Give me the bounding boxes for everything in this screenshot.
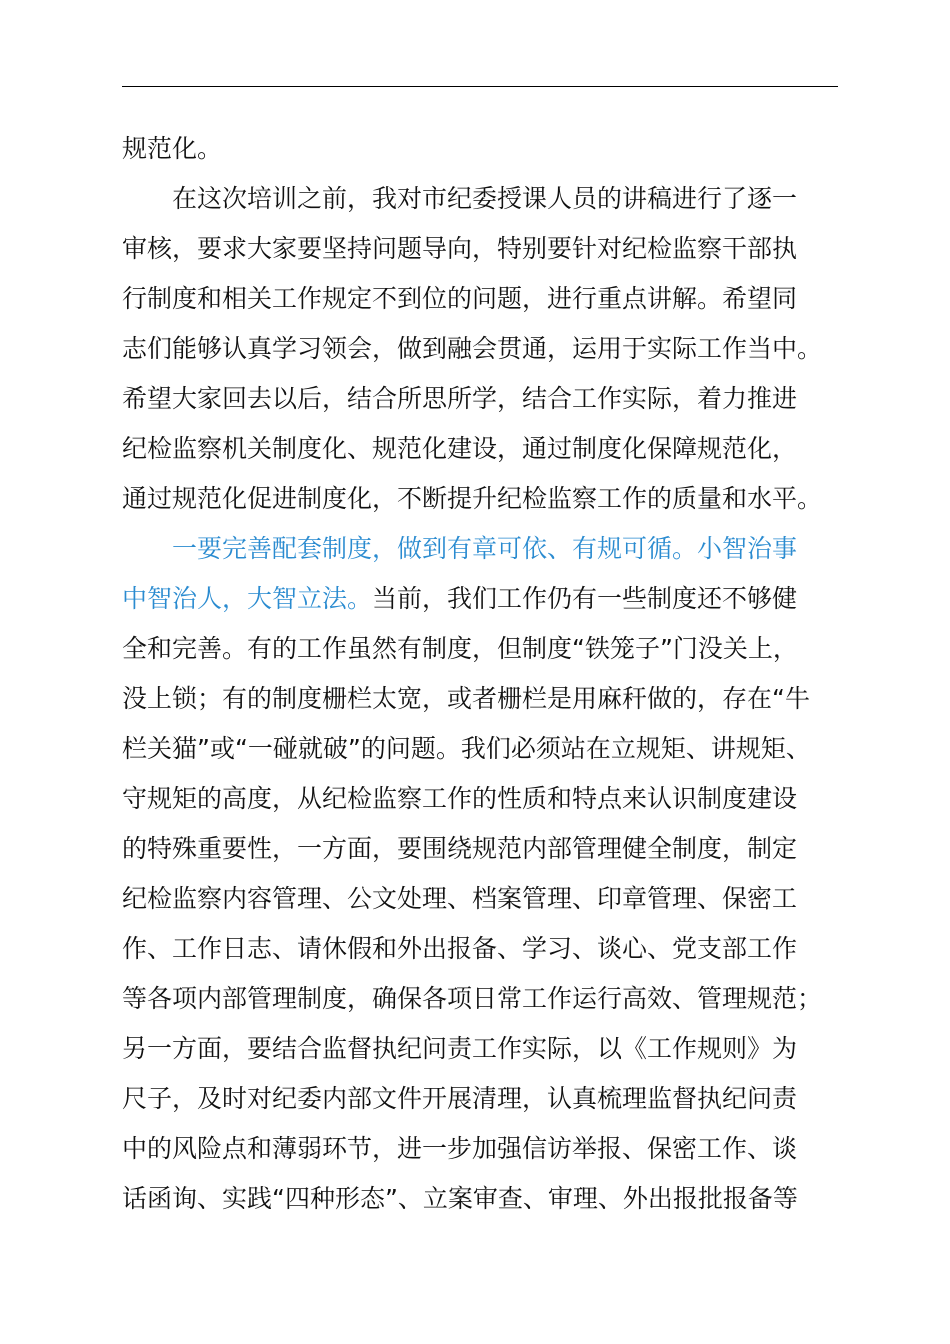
highlighted-text: 一要完善配套制度，做到有章可依、有规可循。小智治事 [172, 534, 798, 563]
body-text: 尺子，及时对纪委内部文件开展清理，认真梳理监督执纪问责 [122, 1084, 798, 1113]
text-line [122, 1024, 838, 1074]
body-text: 等各项内部管理制度，确保各项日常工作运行高效、管理规范； [122, 984, 823, 1013]
highlighted-text: 中智治人，大智立法。 [122, 584, 373, 613]
header-rule [122, 86, 838, 87]
text-line [122, 524, 838, 574]
text-line [122, 924, 838, 974]
text-line [122, 674, 838, 724]
body-text: 当前，我们工作仍有一些制度还不够健 [372, 584, 798, 613]
text-line [122, 874, 838, 924]
text-line [122, 274, 838, 324]
text-line [122, 174, 838, 224]
text-line [122, 124, 838, 174]
text-line [122, 724, 838, 774]
body-text: 作、工作日志、请休假和外出报备、学习、谈心、党支部工作 [122, 934, 798, 963]
body-text: 通过规范化促进制度化，不断提升纪检监察工作的质量和水平。 [122, 484, 823, 513]
text-line [122, 624, 838, 674]
text-line [122, 374, 838, 424]
body-text: 没上锁；有的制度栅栏太宽，或者栅栏是用麻秆做的，存在“牛 [122, 684, 810, 713]
text-line [122, 824, 838, 874]
text-line [122, 974, 838, 1024]
body-text: 行制度和相关工作规定不到位的问题，进行重点讲解。希望同 [122, 284, 798, 313]
text-line [122, 574, 838, 624]
body-text: 的特殊重要性，一方面，要围绕规范内部管理健全制度，制定 [122, 834, 798, 863]
text-line [122, 424, 838, 474]
text-line [122, 474, 838, 524]
body-text: 在这次培训之前，我对市纪委授课人员的讲稿进行了逐一 [172, 184, 798, 213]
text-line [122, 1124, 838, 1174]
text-line [122, 1074, 838, 1124]
body-text: 志们能够认真学习领会，做到融会贯通，运用于实际工作当中。 [122, 334, 823, 363]
text-line [122, 224, 838, 274]
body-text: 全和完善。有的工作虽然有制度，但制度“铁笼子”门没关上， [122, 634, 798, 663]
body-text: 另一方面，要结合监督执纪问责工作实际，以《工作规则》为 [122, 1034, 798, 1063]
body-text: 审核，要求大家要坚持问题导向，特别要针对纪检监察干部执 [122, 234, 798, 263]
body-text: 栏关猫”或“一碰就破”的问题。我们必须站在立规矩、讲规矩、 [122, 734, 811, 763]
body-text: 纪检监察内容管理、公文处理、档案管理、印章管理、保密工 [122, 884, 798, 913]
body-text: 中的风险点和薄弱环节，进一步加强信访举报、保密工作、谈 [122, 1134, 798, 1163]
text-line [122, 1174, 838, 1224]
body-text: 希望大家回去以后，结合所思所学，结合工作实际，着力推进 [122, 384, 798, 413]
text-line [122, 774, 838, 824]
body-text: 规范化。 [122, 134, 223, 163]
body-text: 守规矩的高度，从纪检监察工作的性质和特点来认识制度建设 [122, 784, 798, 813]
body-text: 纪检监察机关制度化、规范化建设，通过制度化保障规范化， [122, 434, 798, 463]
document-body [122, 124, 838, 1224]
text-line [122, 324, 838, 374]
body-text: 话函询、实践“四种形态”、立案审查、审理、外出报批报备等 [122, 1184, 798, 1213]
